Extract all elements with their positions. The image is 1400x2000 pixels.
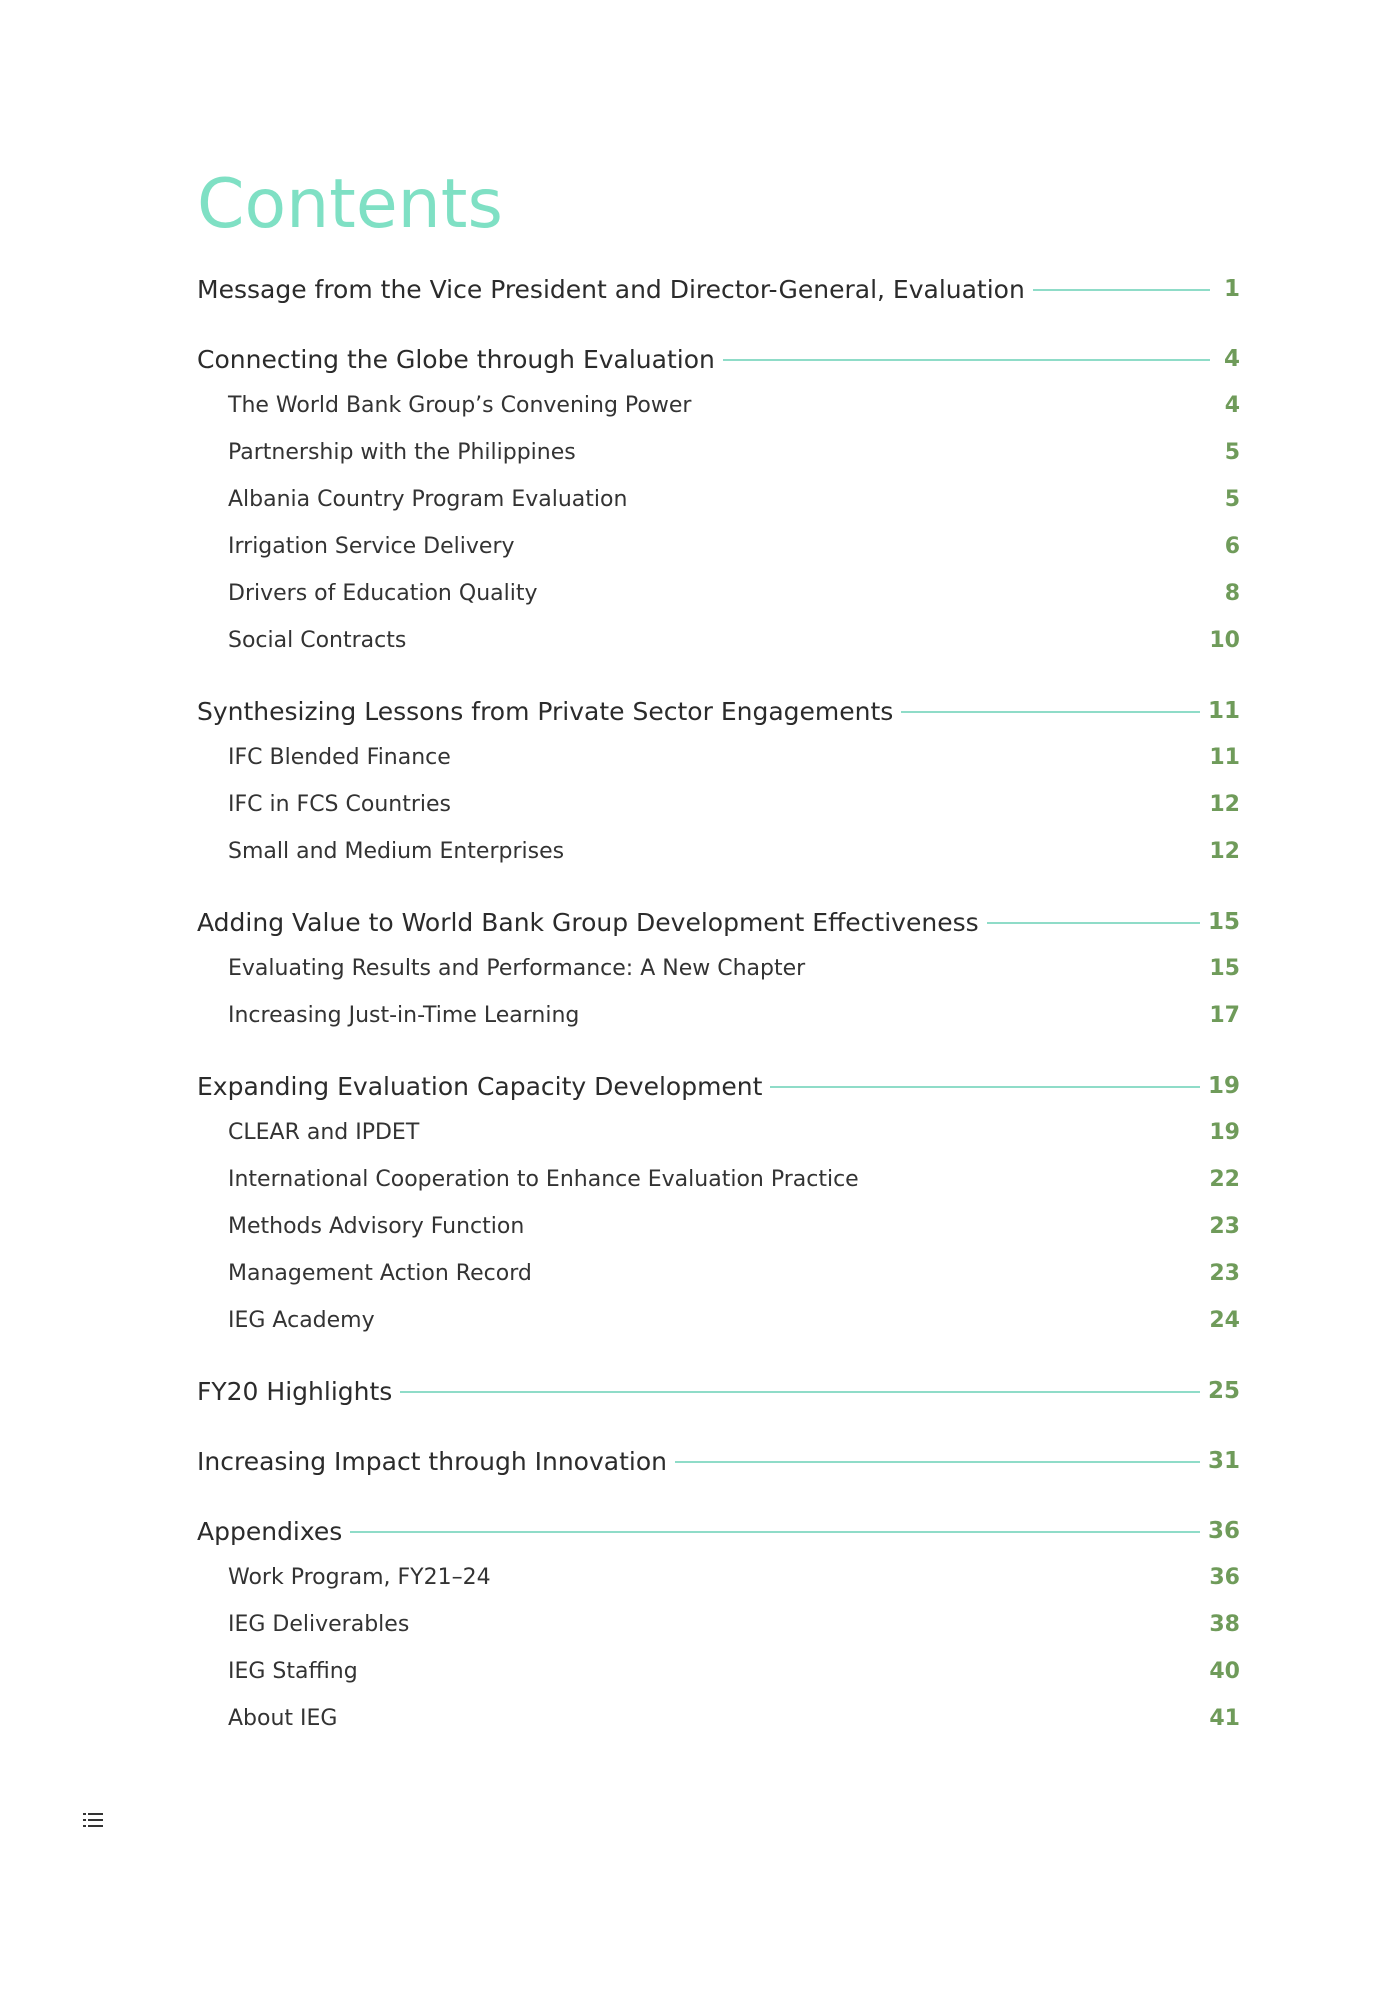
toc-entry-sub[interactable] (197, 1109, 1240, 1156)
toc-entry-title: Increasing Impact through Innovation (197, 1446, 667, 1476)
leader-line (987, 922, 1200, 924)
toc-subentry-title: Work Program, FY21–24 (228, 1565, 491, 1590)
toc-entry-title: Synthesizing Lessons from Private Sector Engagements (197, 696, 894, 726)
toc-subentry-page: 23 (1209, 1214, 1240, 1239)
contents-page (197, 160, 1240, 1742)
toc-subentry-page: 41 (1209, 1706, 1240, 1731)
toc-subentry-title: The World Bank Group’s Convening Power (228, 393, 692, 418)
toc-section (197, 688, 1240, 875)
toc-subentry-page: 40 (1209, 1659, 1240, 1684)
toc-subentry-title: Increasing Just-in-Time Learning (228, 1003, 580, 1028)
toc-subentry-page: 22 (1209, 1167, 1240, 1192)
toc-subentry-title: IEG Deliverables (228, 1612, 410, 1637)
leader-line (350, 1531, 1200, 1533)
toc-entry-sub[interactable] (197, 1554, 1240, 1601)
toc-entry-title: FY20 Highlights (197, 1376, 393, 1406)
toc-entry-title: Appendixes (197, 1516, 343, 1546)
table-of-contents (197, 266, 1240, 1742)
toc-subentry-page: 11 (1209, 745, 1240, 770)
toc-section (197, 266, 1240, 312)
toc-entry-sub[interactable] (197, 523, 1240, 570)
toc-entry-main[interactable] (197, 1508, 1240, 1554)
toc-subentry-page: 17 (1209, 1003, 1240, 1028)
toc-entry-sub[interactable] (197, 1156, 1240, 1203)
toc-entry-sub[interactable] (197, 781, 1240, 828)
toc-section (197, 336, 1240, 664)
toc-entry-sub[interactable] (197, 429, 1240, 476)
toc-subentry-title: IFC Blended Finance (228, 745, 451, 770)
toc-section (197, 1438, 1240, 1484)
toc-entry-page: 11 (1207, 698, 1240, 724)
list-icon[interactable] (83, 1812, 103, 1828)
toc-entry-sub[interactable] (197, 617, 1240, 664)
toc-subentry-title: IFC in FCS Countries (228, 792, 452, 817)
toc-entry-title: Expanding Evaluation Capacity Development (197, 1071, 763, 1101)
toc-entry-main[interactable] (197, 266, 1240, 312)
toc-subentry-page: 4 (1224, 393, 1240, 418)
toc-entry-sub[interactable] (197, 1203, 1240, 1250)
toc-entry-sub[interactable] (197, 1601, 1240, 1648)
toc-subentry-title: Social Contracts (228, 628, 407, 653)
toc-entry-main[interactable] (197, 1368, 1240, 1414)
toc-subentry-title: CLEAR and IPDET (228, 1120, 420, 1145)
toc-entry-sub[interactable] (197, 828, 1240, 875)
toc-entry-title: Message from the Vice President and Director-General, Evaluation (197, 274, 1025, 304)
toc-subentry-page: 38 (1209, 1612, 1240, 1637)
toc-section (197, 899, 1240, 1039)
toc-subentry-title: Evaluating Results and Performance: A New Chapter (228, 956, 806, 981)
toc-entry-sub[interactable] (197, 945, 1240, 992)
toc-subentry-page: 19 (1209, 1120, 1240, 1145)
toc-entry-page: 36 (1207, 1518, 1240, 1544)
toc-entry-main[interactable] (197, 1438, 1240, 1484)
toc-subentry-title: Albania Country Program Evaluation (228, 487, 628, 512)
toc-subentry-title: Drivers of Education Quality (228, 581, 538, 606)
leader-line (400, 1391, 1200, 1393)
toc-subentry-page: 23 (1209, 1261, 1240, 1286)
toc-entry-title: Connecting the Globe through Evaluation (197, 344, 715, 374)
page-title: Contents (197, 165, 503, 244)
leader-line (901, 711, 1200, 713)
leader-line (770, 1086, 1200, 1088)
toc-subentry-title: Management Action Record (228, 1261, 532, 1286)
leader-line (723, 359, 1210, 361)
toc-subentry-title: About IEG (228, 1706, 338, 1731)
toc-subentry-title: Methods Advisory Function (228, 1214, 525, 1239)
toc-entry-page: 4 (1223, 346, 1240, 372)
toc-subentry-page: 36 (1209, 1565, 1240, 1590)
toc-entry-main[interactable] (197, 1063, 1240, 1109)
toc-subentry-page: 12 (1209, 792, 1240, 817)
toc-entry-main[interactable] (197, 336, 1240, 382)
toc-entry-page: 15 (1207, 909, 1240, 935)
toc-subentry-title: IEG Staffing (228, 1659, 358, 1684)
toc-entry-sub[interactable] (197, 476, 1240, 523)
toc-section (197, 1508, 1240, 1742)
toc-entry-page: 31 (1207, 1448, 1240, 1474)
toc-entry-title: Adding Value to World Bank Group Development Effectiveness (197, 907, 979, 937)
toc-subentry-page: 12 (1209, 839, 1240, 864)
toc-entry-sub[interactable] (197, 1250, 1240, 1297)
toc-subentry-title: Irrigation Service Delivery (228, 534, 515, 559)
toc-entry-sub[interactable] (197, 1648, 1240, 1695)
toc-entry-sub[interactable] (197, 382, 1240, 429)
toc-section (197, 1368, 1240, 1414)
toc-entry-sub[interactable] (197, 570, 1240, 617)
toc-entry-page: 19 (1207, 1073, 1240, 1099)
toc-subentry-page: 15 (1209, 956, 1240, 981)
toc-entry-page: 1 (1223, 276, 1240, 302)
toc-subentry-page: 24 (1209, 1308, 1240, 1333)
toc-entry-page: 25 (1207, 1378, 1240, 1404)
leader-line (1033, 289, 1210, 291)
toc-subentry-title: Small and Medium Enterprises (228, 839, 565, 864)
toc-subentry-page: 10 (1209, 628, 1240, 653)
toc-section (197, 1063, 1240, 1344)
toc-entry-sub[interactable] (197, 992, 1240, 1039)
toc-subentry-page: 8 (1224, 581, 1240, 606)
toc-subentry-title: International Cooperation to Enhance Evaluation Practice (228, 1167, 859, 1192)
toc-entry-sub[interactable] (197, 1297, 1240, 1344)
toc-entry-main[interactable] (197, 899, 1240, 945)
toc-entry-main[interactable] (197, 688, 1240, 734)
toc-subentry-title: Partnership with the Philippines (228, 440, 576, 465)
toc-entry-sub[interactable] (197, 734, 1240, 781)
toc-subentry-page: 6 (1224, 534, 1240, 559)
toc-subentry-title: IEG Academy (228, 1308, 375, 1333)
toc-entry-sub[interactable] (197, 1695, 1240, 1742)
toc-subentry-page: 5 (1224, 487, 1240, 512)
leader-line (675, 1461, 1200, 1463)
toc-subentry-page: 5 (1224, 440, 1240, 465)
